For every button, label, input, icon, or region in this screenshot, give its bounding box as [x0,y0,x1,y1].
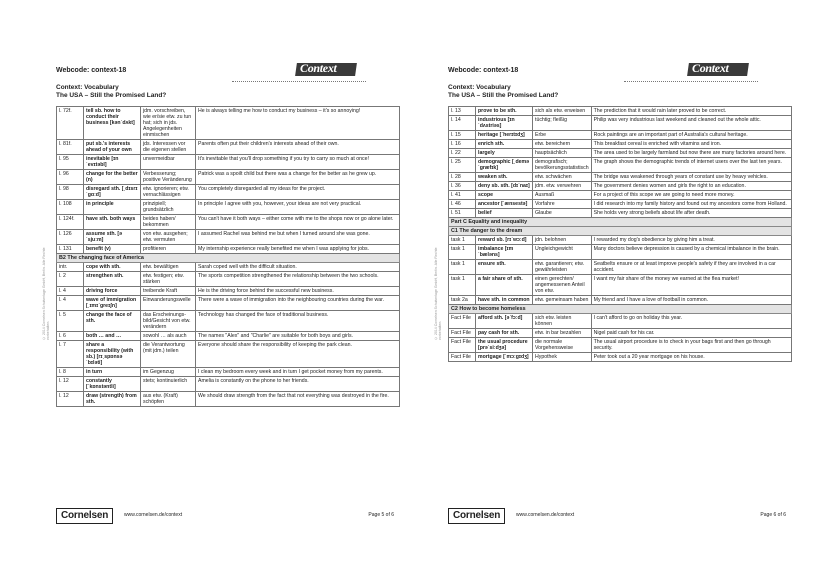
german-translation: etw. garantieren; etw. gewährleisten [533,260,592,275]
line-reference: l. 12 [57,377,84,392]
german-translation: Hypothek [533,353,592,362]
english-term: mortgage [ˈmɔːɡɪdʒ] [476,353,533,362]
table-row [449,338,792,353]
table-row [449,260,792,275]
table-row [57,311,400,332]
english-term: tell sb. how to conduct their business [kənˈdʌkt] [84,107,141,140]
german-translation: jds. Interessen vor die eigenen stellen [141,140,196,155]
table-row [449,353,792,362]
table-row [57,107,400,140]
example-sentence: The bridge was weakened through years of constant use by heavy vehicles. [591,173,791,182]
section-header-row [449,218,792,227]
line-reference: l. 22 [449,149,476,158]
german-translation: etw. festigen; etw. stärken [141,272,196,287]
german-translation: sich etw. leisten können [533,314,592,329]
table-row [57,185,400,200]
german-translation: die Verantwortung (mit jdm.) teilen [141,341,196,368]
english-term: heritage [ˈherɪtɪdʒ] [476,131,533,140]
example-sentence: Amelia is constantly on the phone to her friends. [196,377,400,392]
line-reference: l. 4 [57,287,84,296]
table-row [57,341,400,368]
context-subtitle: The USA – Still the Promised Land? [56,92,167,99]
table-row [449,329,792,338]
english-term: demographic [ˌdeməˈɡræfɪk] [476,158,533,173]
line-reference: l. 81f. [57,140,84,155]
table-row [449,314,792,329]
example-sentence: Peter took out a 20 year mortgage on his house. [591,353,791,362]
footer-url: www.cornelsen.de/context [124,512,183,518]
context-logo [296,57,362,79]
example-sentence: My friend and I have a love of football in common. [591,296,791,305]
line-reference: task 1 [449,275,476,296]
vocabulary-table [448,106,792,362]
table-row [449,245,792,260]
table-row [449,107,792,116]
page-number: Page 5 of 6 [368,512,394,518]
example-sentence: The government denies women and girls the right to an education. [591,182,791,191]
table-row [449,191,792,200]
english-term: change the face of sth. [84,311,141,332]
line-reference: l. 15 [449,131,476,140]
english-term: belief [476,209,533,218]
line-reference: l. 41 [449,191,476,200]
line-reference: l. 126 [57,230,84,245]
line-reference: l. 95 [57,155,84,170]
example-sentence: We should draw strength from the fact that not everything was destroyed in the fire. [196,392,400,407]
cornelsen-logo: Cornelsen [448,508,505,524]
english-term: disregard sth. [ˌdɪsrɪˈɡɑːd] [84,185,141,200]
example-sentence: Many doctors believe depression is caused by a chemical imbalance in the brain. [591,245,791,260]
german-translation: etw. gemeinsam haben [533,296,592,305]
english-term: cope with sth. [84,263,141,272]
table-row [57,377,400,392]
footer-url: www.cornelsen.de/context [516,512,575,518]
english-term: afford sth. [əˈfɔːd] [476,314,533,329]
german-translation: etw. bereichern [533,140,592,149]
english-term: a fair share of sth. [476,275,533,296]
example-sentence: Parents often put their children's interests ahead of their own. [196,140,400,155]
copyright-side-note: © 2014 Cornelsen Schulverlage GmbH, Berlin. Alle Rechte vorbehalten. [42,247,50,340]
table-row [57,140,400,155]
table-row [449,236,792,245]
line-reference: Fact File [449,314,476,329]
english-term: imbalance [ɪmˈbæləns] [476,245,533,260]
english-term: constantly [ˈkɒnstəntli] [84,377,141,392]
left-page [42,50,400,530]
table-row [57,245,400,254]
example-sentence: The names "Alex" and "Charlie" are suitable for both boys and girls. [196,332,400,341]
english-term: industrious [ɪnˈdʌstriəs] [476,116,533,131]
line-reference: task 2a [449,296,476,305]
example-sentence: I clean my bedroom every week and in turn I get pocket money from my parents. [196,368,400,377]
german-translation: profitieren [141,245,196,254]
example-sentence: The usual airport procedure is to check in your bags first and then go through security. [591,338,791,353]
example-sentence: I can't afford to go on holiday this year. [591,314,791,329]
english-term: in turn [84,368,141,377]
section-header-row [449,227,792,236]
german-translation: jdn. belohnen [533,236,592,245]
german-translation: Einwanderungswelle [141,296,196,311]
english-term: scope [476,191,533,200]
context-title: Context: Vocabulary [56,84,119,91]
german-translation: Glaube [533,209,592,218]
english-term: inevitable [ɪnˈevɪtəbl] [84,155,141,170]
line-reference: l. 13 [449,107,476,116]
example-sentence: Nigel paid cash for his car. [591,329,791,338]
line-reference: Fact File [449,329,476,338]
line-reference: l. 108 [57,200,84,215]
german-translation: prinzipiell; grundsätzlich [141,200,196,215]
table-row [57,263,400,272]
german-translation: im Gegenzug [141,368,196,377]
english-term: draw (strength) from sth. [84,392,141,407]
german-translation: aus etw. (Kraft) schöpfen [141,392,196,407]
german-translation: Erbe [533,131,592,140]
line-reference: l. 96 [57,170,84,185]
logo-text: Context [300,61,337,75]
german-translation: treibende Kraft [141,287,196,296]
line-reference: l. 72f. [57,107,84,140]
table-row [449,275,792,296]
german-translation: einen gerechten/ angemessenen Anteil von etw. [533,275,592,296]
line-reference: task 1 [449,245,476,260]
english-term: assume sth. [əˈsjuːm] [84,230,141,245]
table-row [449,158,792,173]
webcode: Webcode: context-18 [448,67,519,74]
german-translation: die normale Vorgehensweise [533,338,592,353]
line-reference: l. 12 [57,392,84,407]
line-reference: Fact File [449,353,476,362]
table-row [57,368,400,377]
table-row [57,215,400,230]
line-reference: l. 124f. [57,215,84,230]
section-title: B2 The changing face of America [57,254,400,263]
german-translation: von etw. ausgehen; etw. vermuten [141,230,196,245]
line-reference: l. 131 [57,245,84,254]
german-translation: etw. in bar bezahlen [533,329,592,338]
table-row [449,296,792,305]
copyright-side-note: © 2014 Cornelsen Schulverlage GmbH, Berlin. Alle Rechte vorbehalten. [434,247,442,340]
english-term: driving force [84,287,141,296]
example-sentence: Sarah coped well with the difficult situation. [196,263,400,272]
line-reference: task 1 [449,260,476,275]
example-sentence: It's inevitable that you'll drop something if you try to carry so much at once! [196,155,400,170]
section-header-row [57,254,400,263]
context-heading [56,84,166,100]
line-reference: l. 25 [449,158,476,173]
table-row [449,200,792,209]
context-heading [448,84,558,100]
table-row [449,173,792,182]
table-row [449,182,792,191]
table-row [57,230,400,245]
table-row [449,149,792,158]
german-translation: unvermeidbar [141,155,196,170]
section-title: Part C Equality and inequality [449,218,792,227]
german-translation: Ungleichgewicht [533,245,592,260]
english-term: ensure sth. [476,260,533,275]
german-translation: sowohl … als auch [141,332,196,341]
table-row [57,200,400,215]
line-reference: intr. [57,263,84,272]
example-sentence: Philip was very industrious last weekend and cleaned out the whole attic. [591,116,791,131]
line-reference: l. 51 [449,209,476,218]
english-term: have sth. in common [476,296,533,305]
example-sentence: He is always telling me how to conduct my business – it's so annoying! [196,107,400,140]
german-translation: das Erscheinungs-bild/Gesicht von etw. verändern [141,311,196,332]
english-term: enrich sth. [476,140,533,149]
english-term: the usual procedure [prəˈsiːdʒə] [476,338,533,353]
example-sentence: The graph shows the demographic trends of internet users over the last ten years. [591,158,791,173]
example-sentence: Everyone should share the responsibility of keeping the park clean. [196,341,400,368]
line-reference: l. 46 [449,200,476,209]
example-sentence: There were a wave of immigration into the neighbouring countries during the war. [196,296,400,311]
context-logo [688,57,754,79]
section-title: C2 How to become homeless [449,305,792,314]
vocabulary-table [56,106,400,407]
example-sentence: Patrick was a spoilt child but there was a change for the better as he grew up. [196,170,400,185]
line-reference: l. 36 [449,182,476,191]
line-reference: l. 7 [57,341,84,368]
english-term: have sth. both ways [84,215,141,230]
example-sentence: Seatbelts ensure or at least improve people's safety if they are involved in a car accident. [591,260,791,275]
example-sentence: He is the driving force behind the successful new business. [196,287,400,296]
line-reference: l. 5 [57,311,84,332]
table-row [449,116,792,131]
line-reference: l. 28 [449,173,476,182]
german-translation: etw. ignorieren; etw. vernachlässigen [141,185,196,200]
table-row [57,287,400,296]
section-title: C1 The danger to the dream [449,227,792,236]
english-term: reward sb. [rɪˈwɔːd] [476,236,533,245]
example-sentence: Rock paintings are an important part of Australia's cultural heritage. [591,131,791,140]
german-translation: sich als etw. erweisen [533,107,592,116]
table-row [449,209,792,218]
german-translation: demografisch; bevölkerungsstatistisch [533,158,592,173]
webcode: Webcode: context-18 [56,67,127,74]
line-reference: l. 4 [57,296,84,311]
german-translation: Verbesserung; positive Veränderung [141,170,196,185]
english-term: weaken sth. [476,173,533,182]
english-term: prove to be sth. [476,107,533,116]
table-row [57,155,400,170]
table-row [449,140,792,149]
logo-text: Context [692,61,729,75]
german-translation: etw. schwächen [533,173,592,182]
german-translation: Vorfahre [533,200,592,209]
english-term: largely [476,149,533,158]
german-translation: etw. bewältigen [141,263,196,272]
example-sentence: The prediction that it would rain later proved to be correct. [591,107,791,116]
line-reference: Fact File [449,338,476,353]
example-sentence: I did research into my family history and found out my ancestors come from Holland. [591,200,791,209]
english-term: wave of immigration [ˌɪmɪˈɡreɪʃn] [84,296,141,311]
line-reference: l. 8 [57,368,84,377]
example-sentence: The sports competition strengthened the relationship between the two schools. [196,272,400,287]
line-reference: task 1 [449,236,476,245]
german-translation: stets; kontinuierlich [141,377,196,392]
english-term: strengthen sth. [84,272,141,287]
page-footer [448,506,792,530]
example-sentence: In principle I agree with you, however, your ideas are not very practical. [196,200,400,215]
table-row [57,296,400,311]
german-translation: beides haben/ bekommen [141,215,196,230]
line-reference: l. 2 [57,272,84,287]
table-row [57,332,400,341]
context-title: Context: Vocabulary [448,84,511,91]
section-header-row [449,305,792,314]
english-term: put sb.'s interests ahead of your own [84,140,141,155]
page-number: Page 6 of 6 [760,512,786,518]
english-term: in principle [84,200,141,215]
table-row [449,131,792,140]
german-translation: tüchtig; fleißig [533,116,592,131]
right-page [434,50,792,530]
example-sentence: This breakfast cereal is enriched with vitamins and iron. [591,140,791,149]
german-translation: Ausmaß [533,191,592,200]
example-sentence: Technology has changed the face of traditional business. [196,311,400,332]
table-row [57,170,400,185]
english-term: both … and … [84,332,141,341]
context-subtitle: The USA – Still the Promised Land? [448,92,559,99]
english-term: share a responsibility (with sb.) [rɪˌspɒnsəˈbɪləti] [84,341,141,368]
table-row [57,392,400,407]
german-translation: hauptsächlich [533,149,592,158]
example-sentence: For a project of this scope we are going to need more money. [591,191,791,200]
english-term: ancestor [ˈænsestə] [476,200,533,209]
example-sentence: The area used to be largely farmland but now there are many factories around here. [591,149,791,158]
example-sentence: I rewarded my dog's obedience by giving him a treat. [591,236,791,245]
english-term: change for the better (n) [84,170,141,185]
english-term: deny sb. sth. [dɪˈnaɪ] [476,182,533,191]
line-reference: l. 6 [57,332,84,341]
line-reference: l. 16 [449,140,476,149]
example-sentence: I want my fair share of the money we earned at the flea market! [591,275,791,296]
example-sentence: I assumed Rachel was behind me but when I turned around she was gone. [196,230,400,245]
cornelsen-logo: Cornelsen [56,508,113,524]
german-translation: jdm. vorschreiben, wie er/sie etw. zu tun hat; sich in jds. Angelegenheiten einmischen [141,107,196,140]
example-sentence: My internship experience really benefited me when I was applying for jobs. [196,245,400,254]
page-footer [56,506,400,530]
example-sentence: You completely disregarded all my ideas for the project. [196,185,400,200]
table-row [57,272,400,287]
line-reference: l. 98 [57,185,84,200]
english-term: benefit (v) [84,245,141,254]
example-sentence: You can't have it both ways – either come with me to the shops now or go alone later. [196,215,400,230]
line-reference: l. 14 [449,116,476,131]
english-term: pay cash for sth. [476,329,533,338]
german-translation: jdm. etw. verwehren [533,182,592,191]
example-sentence: She holds very strong beliefs about life after death. [591,209,791,218]
